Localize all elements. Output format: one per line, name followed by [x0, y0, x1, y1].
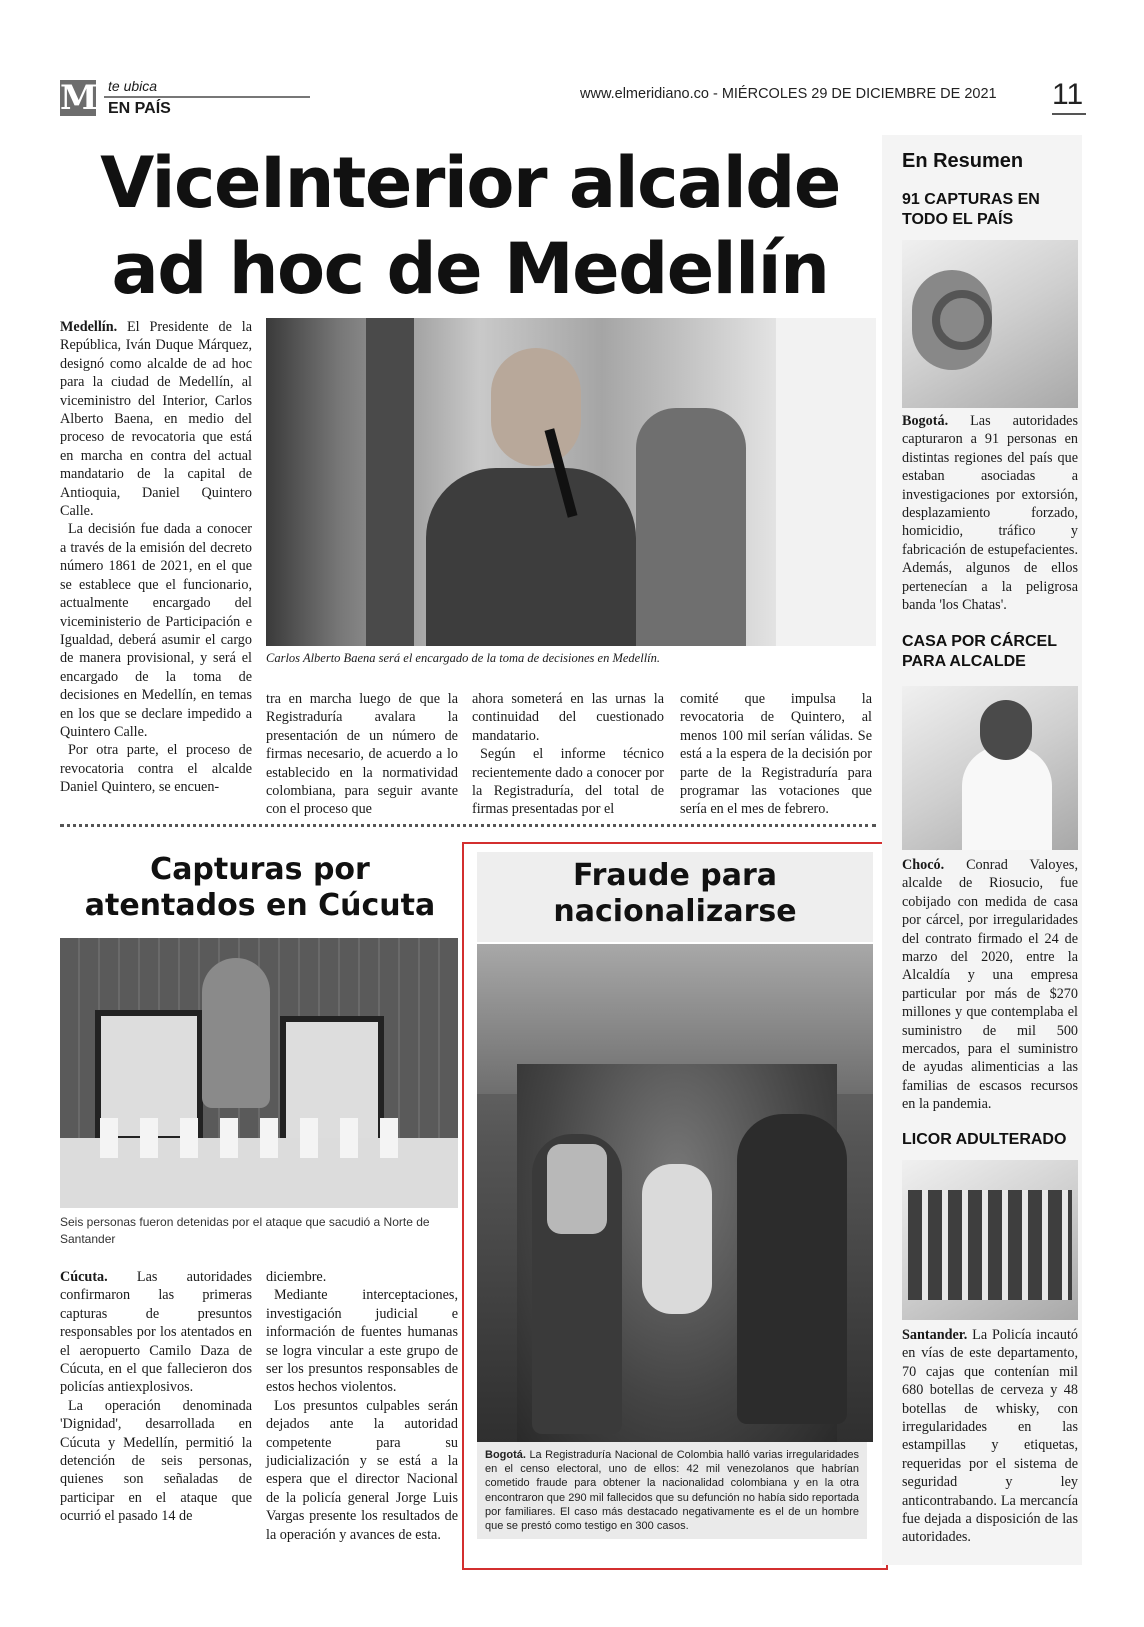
main-story-paragraph-4: tra en marcha luego de que la Registraduría avalara la presentación de un número de firmas necesario, de acuerdo a lo establecido en la normatividad colombiana, para seguir avante con el proceso que: [266, 691, 458, 818]
newspaper-logo: M: [60, 78, 98, 118]
story-dateline: Medellín.: [60, 319, 118, 335]
sidebar-item-3-text: Santander. La Policía incautó en vías de este departamento, 70 cajas que contenían mil 680 botellas de cerveza y 48 botellas de whisky, con irregularidades en las estampillas y etiquetas, requeridas por el sistema de seguridad y ley anticontrabando. La mercancía fue dejada a disposición de las autoridades.: [902, 1327, 1078, 1546]
main-story-paragraph-2: La decisión fue dada a conocer a través de la emisión del decreto número 1861 de 2021, en el que se establece que el funcionario, actualmente encargado del viceministerio de Participación e Igualdad, deberá asumir el cargo de manera provisional, y será el encargado de la toma de decisiones en Medellín, en temas en los que se declare impedido a Quintero Calle.: [60, 521, 252, 740]
main-story-paragraph-7: comité que impulsa la revocatoria de Quintero, al menos 100 mil serían válidas. Se está a la espera de la decisión por parte de la Registraduría para programar las votaciones que sería en el mes de febrero.: [680, 691, 872, 818]
sidebar-item-2-photo: [902, 686, 1078, 850]
sidebar-item-2-headline: CASA POR CÁRCEL PARA ALCALDE: [902, 633, 1057, 670]
cucuta-photo-caption: Seis personas fueron detenidas por el ataque que sacudió a Norte de Santander: [60, 1215, 430, 1246]
page-number-rule: [1052, 113, 1086, 115]
photo-flag: [776, 318, 876, 646]
photo-bottles: [908, 1190, 1072, 1300]
section-label: EN PAÍS: [108, 100, 171, 117]
photo-virgin-statue: [202, 958, 270, 1108]
photo-backpack: [547, 1144, 607, 1234]
main-story-column-2: [266, 690, 458, 819]
main-story-column-1: [60, 318, 252, 797]
sidebar-item-3-dateline: Santander.: [902, 1327, 968, 1343]
dateline: www.elmeridiano.co - MIÉRCOLES 29 DE DICIEMBRE DE 2021: [580, 86, 997, 102]
cucuta-photo: [60, 938, 458, 1208]
sidebar-item-3-photo: [902, 1160, 1078, 1320]
photo-speaker-face: [491, 348, 581, 466]
photo-officer: [636, 408, 746, 646]
main-story-column-4: [680, 690, 872, 819]
photo-walker-right: [737, 1114, 847, 1424]
main-story-paragraph-6: Según el informe técnico recientemente dado a conocer por la Registraduría, del total de firmas presentadas por el: [472, 746, 664, 818]
cucuta-paragraph-2: La operación denominada 'Dignidad', desarrollada en Cúcuta y Medellín, permitió la detención de seis personas, quienes son señaladas de participar en el ataque que ocurrió el pasado 14 de: [60, 1397, 252, 1525]
cucuta-paragraph-5: Los presuntos culpables serán dejados ante la autoridad competente para su judicialización y se está a la espera que el director Nacional de la policía general Jorge Luis Vargas presente los resultados de la operación y avances de esta.: [266, 1397, 458, 1543]
headline-line-1: ViceInterior alcalde: [100, 142, 840, 224]
photo-speaker-suit: [426, 468, 636, 646]
main-story-column-3: [472, 690, 664, 819]
section-kicker: te ubica: [108, 78, 158, 94]
cucuta-paragraph-1: Cúcuta. Las autoridades confirmaron las primeras capturas de presuntos responsables por los atentados en el aeropuerto Camilo Daza de Cúcuta, en el que fallecieron dos policías antiexplosivos.: [60, 1269, 252, 1396]
fraude-photo: [477, 944, 873, 1442]
fraude-headline: Fraude para nacionalizarse: [553, 858, 797, 929]
main-story-photo: [266, 318, 876, 646]
headline-line-2: ad hoc de Medellín: [111, 228, 829, 310]
cucuta-column-2: [266, 1268, 458, 1544]
sidebar-item-1-photo: [902, 240, 1078, 408]
sidebar-item-1-text: Bogotá. Las autoridades capturaron a 91 personas en distintas regiones del país que estaban asociadas a investigaciones por extorsión, desplazamiento forzado, homicidio, tráfico y fabricación de estupefacientes. Además, algunos de ellos pertenecían a la peligrosa banda 'los Chatas'.: [902, 413, 1078, 614]
header-rule: [104, 96, 310, 98]
cucuta-paragraph-3: diciembre.: [266, 1269, 327, 1285]
sidebar-item-1-headline: 91 CAPTURAS EN TODO EL PAÍS: [902, 191, 1040, 228]
photo-handcuff: [932, 290, 992, 350]
main-story-paragraph-1: Medellín. El Presidente de la República, Iván Duque Márquez, designó como alcalde de ad hoc para la ciudad de Medellín, al viceministro del Interior, Carlos Alberto Baena, en medio del proceso de revocatoria que está en marcha en contra del actual mandatario de la capital de Antioquia, Daniel Quintero Calle.: [60, 319, 252, 520]
main-photo-caption: Carlos Alberto Baena será el encargado de la toma de decisiones en Medellín.: [266, 651, 661, 665]
cucuta-dateline: Cúcuta.: [60, 1269, 108, 1285]
section-divider: [60, 824, 876, 827]
fraude-caption: Bogotá. La Registraduría Nacional de Colombia halló varias irregularidades en el censo electoral, uno de ellos: 42 mil venezolanos que habrían cometido fraude para obtener la nacionalidad colombiana y en la otra encontraron que 290 mil fallecidos que su defunción no había sido reportada por familiares. El caso más destacado negativamente es el de un hombre que se prestó como testigo en 300 casos.: [477, 1442, 867, 1539]
cucuta-headline: Capturas por atentados en Cúcuta: [84, 852, 436, 923]
sidebar-item-2-dateline: Chocó.: [902, 857, 945, 873]
photo-white-bag: [642, 1164, 712, 1314]
main-story-paragraph-3: Por otra parte, el proceso de revocatoria contra el alcalde Daniel Quintero, se encuen-: [60, 742, 252, 796]
sidebar-title: En Resumen: [902, 150, 1024, 172]
fraude-dateline: Bogotá.: [485, 1449, 526, 1461]
photo-man-shirt: [962, 746, 1052, 850]
page-number: 11: [1052, 78, 1084, 111]
sidebar-item-3-headline: LICOR ADULTERADO: [902, 1131, 1067, 1148]
photo-man-head: [980, 700, 1032, 760]
photo-candles: [100, 1118, 420, 1158]
main-headline: [60, 140, 880, 312]
main-story-paragraph-5: ahora someterá en las urnas la continuidad del cuestionado mandatario.: [472, 691, 664, 744]
cucuta-paragraph-4: Mediante interceptaciones, investigación judicial e información de fuentes humanas se logra vincular a este grupo de ser los presuntos responsables de estos hechos violentos.: [266, 1287, 458, 1396]
cucuta-column-1: [60, 1268, 252, 1526]
sidebar-item-1-dateline: Bogotá.: [902, 413, 949, 429]
photo-pole: [366, 318, 414, 646]
sidebar-item-2-text: Chocó. Conrad Valoyes, alcalde de Riosucio, fue cobijado con medida de casa por cárcel, por irregularidades del contrato firmado el 24 de marzo del 2020, entre la Alcaldía y una empresa particular por más de $270 millones y que contemplaba el suministro de mil 500 mercados, para el suministro de ayudas alimenticias a las familias de escasos recursos en la pandemia.: [902, 857, 1078, 1113]
